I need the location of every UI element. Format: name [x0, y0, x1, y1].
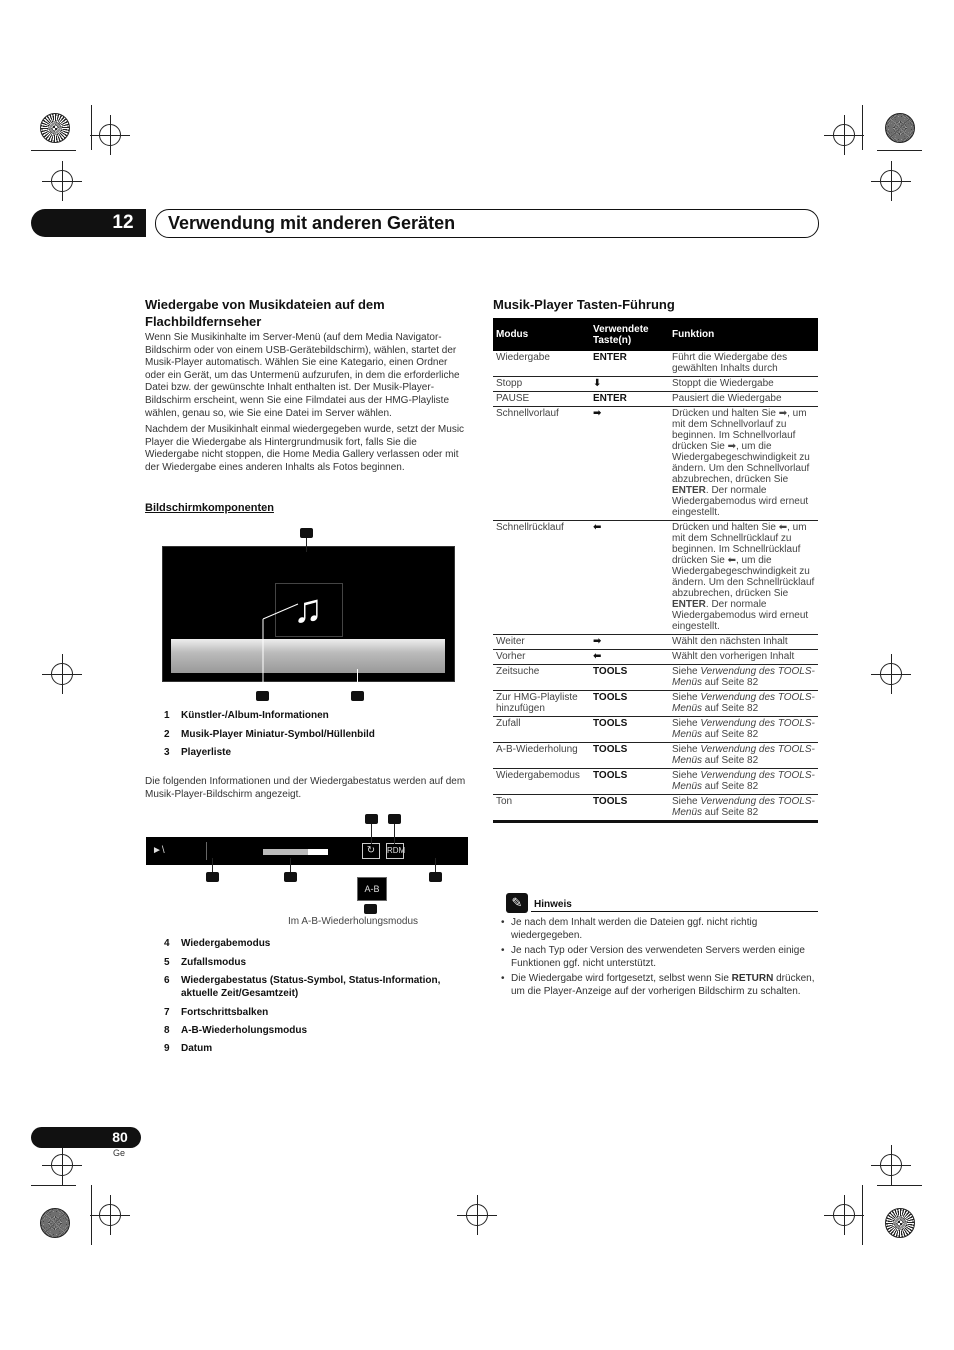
- callout-marker: [300, 528, 313, 538]
- registration-mark-icon: [880, 170, 902, 192]
- component-item: 9 Datum: [164, 1043, 213, 1054]
- random-mode-icon: RDM: [386, 843, 404, 859]
- chapter-number: 12: [112, 212, 134, 233]
- status-bar-diagram: [146, 837, 468, 865]
- table-row: PAUSE ENTER Pausiert die Wiedergabe: [493, 392, 818, 407]
- language-code: Ge: [113, 1148, 126, 1158]
- registration-rosette-icon: [40, 1208, 70, 1238]
- chapter-title: Verwendung mit anderen Geräten: [168, 213, 456, 233]
- registration-mark-icon: [833, 1204, 855, 1226]
- table-row: Zur HMG-Playliste hinzufügen TOOLS Siehe Verwendung des TOOLS-Menüs auf Seite 82: [493, 691, 818, 717]
- registration-mark-icon: [51, 663, 73, 685]
- table-row: Zufall TOOLS Siehe Verwendung des TOOLS-Menüs auf Seite 82: [493, 717, 818, 743]
- registration-rosette-icon: [885, 1208, 915, 1238]
- callout-marker: [284, 872, 297, 882]
- component-item: 6 Wiedergabestatus (Status-Symbol, Status-Information, aktuelle Zeit/Gesamtzeit): [164, 975, 441, 999]
- hint-list: [501, 917, 818, 1002]
- component-item: 7 Fortschrittsbalken: [164, 1007, 269, 1018]
- hint-item: • Je nach dem Inhalt werden die Dateien ggf. nicht richtig wiedergegeben.: [501, 917, 818, 942]
- registration-rosette-icon: [885, 113, 915, 143]
- components-subheading: Bildschirmkomponenten: [145, 502, 274, 514]
- registration-rosette-icon: [40, 113, 70, 143]
- component-item: 3 Playerliste: [164, 747, 232, 758]
- callout-marker: [351, 691, 364, 701]
- callout-marker: [388, 814, 401, 824]
- playlist-bar: [171, 639, 445, 673]
- callout-marker: [429, 872, 442, 882]
- table-row: Wiedergabe ENTER Führt die Wiedergabe des gewählten Inhalts durch: [493, 351, 818, 377]
- table-row: Zeitsuche TOOLS Siehe Verwendung des TOOLS-Menüs auf Seite 82: [493, 665, 818, 691]
- pencil-note-icon: ✎: [506, 893, 528, 913]
- table-row: Stopp ⬇ Stoppt die Wiedergabe: [493, 377, 818, 392]
- header-tasten: Verwendete Taste(n): [590, 318, 669, 351]
- page-number: 80: [112, 1129, 128, 1145]
- table-row: Vorher ⬅ Wählt den vorherigen Inhalt: [493, 650, 818, 665]
- music-note-icon: ♫: [293, 587, 323, 631]
- registration-mark-icon: [466, 1204, 488, 1226]
- repeat-mode-icon: ↻: [362, 843, 380, 859]
- table-row: Schnellvorlauf ➡ Drücken und halten Sie ➡, um mit dem Schnellvorlauf zu beginnen. Im Schnellvorlauf drücken Sie ➡, um die Wiedergabegeschwindigkeit zu ändern. Um den Schnellvorlauf abzubrechen, drücken Sie ENTER. Der normale Wiedergabemodus wird erneut eingestellt.: [493, 407, 818, 521]
- header-modus: Modus: [493, 318, 590, 351]
- registration-mark-icon: [51, 1154, 73, 1176]
- callout-leader-lines: [258, 594, 308, 692]
- table-row: Ton TOOLS Siehe Verwendung des TOOLS-Menüs auf Seite 82: [493, 795, 818, 822]
- table-row: Schnellrücklauf ⬅ Drücken und halten Sie ⬅, um mit dem Schnellrücklauf zu beginnen. Im Schnellrücklauf drücken Sie ⬅, um die Wiedergabegeschwindigkeit zu ändern. Um den Schnellrücklauf abzubrechen, drücken Sie ENTER. Der normale Wiedergabemodus wird erneut eingestellt.: [493, 521, 818, 635]
- background-music-paragraph: Nachdem der Musikinhalt einmal wiedergegeben wurde, setzt der Music Player die Wiedergabe als Hintergrundmusik fort, falls Sie die Wiedergabe nicht stoppen, die Home Media Gallery verlassen oder mit der Wiedergabe eines anderen Inhalts als Fotos beginnen.: [145, 424, 465, 473]
- ab-repeat-indicator: A-B: [357, 877, 387, 901]
- registration-mark-icon: [99, 124, 121, 146]
- play-status-icon: ►\: [152, 845, 165, 856]
- hint-title: Hinweis: [534, 899, 572, 910]
- registration-mark-icon: [880, 663, 902, 685]
- intro-paragraph: Wenn Sie Musikinhalte im Server-Menü (auf dem Media Navigator-Bildschirm oder von einem USB-Gerätebildschirm), wählen, startet der Musik-Player automatisch. Wählen Sie eine Kategario, einen Ordner oder ein Gerät, um das Untermenü aufzurufen, in dem die erforderliche Datei bzw. der gewünschte Inhalt enthalten ist. Der Musik-Player-Bildschirm erscheint, wenn Sie eine Filmdatei aus der HMG-Playliste wählen, genau so, wie Sie eine Datei im Server wählen.: [145, 332, 460, 419]
- table-heading: Musik-Player Tasten-Führung: [493, 297, 675, 312]
- table-row: Weiter ➡ Wählt den nächsten Inhalt: [493, 635, 818, 650]
- callout-marker: [365, 814, 378, 824]
- component-item: 4 Wiedergabemodus: [164, 938, 271, 949]
- registration-mark-icon: [833, 124, 855, 146]
- status-info-paragraph: Die folgenden Informationen und der Wiedergabestatus werden auf dem Musik-Player-Bildschirm angezeigt.: [145, 776, 466, 800]
- callout-marker: [364, 904, 377, 914]
- callout-marker: [206, 872, 219, 882]
- table-row: A-B-Wiederholung TOOLS Siehe Verwendung des TOOLS-Menüs auf Seite 82: [493, 743, 818, 769]
- callout-marker: [256, 691, 269, 701]
- registration-mark-icon: [880, 1154, 902, 1176]
- section-heading: Wiedergabe von Musikdateien auf dem Flachbildfernseher: [145, 297, 385, 329]
- hint-divider: [531, 911, 818, 912]
- left-column: [145, 296, 470, 475]
- hint-item: • Die Wiedergabe wird fortgesetzt, selbst wenn Sie RETURN drücken, um die Player-Anzeige auf der vorherigen Bildschirm zu schalten.: [501, 973, 818, 998]
- button-guide-table: [493, 318, 818, 823]
- music-player-screen-diagram: [162, 546, 455, 682]
- registration-mark-icon: [51, 170, 73, 192]
- header-funktion: Funktion: [669, 318, 818, 351]
- registration-mark-icon: [99, 1204, 121, 1226]
- component-item: 5 Zufallsmodus: [164, 957, 247, 968]
- component-item: 8 A-B-Wiederholungsmodus: [164, 1025, 308, 1036]
- ab-caption: Im A-B-Wiederholungsmodus: [288, 916, 419, 927]
- hint-item: • Je nach Typ oder Version des verwendeten Servers werden einige Funktionen ggf. nicht unterstützt.: [501, 945, 818, 970]
- component-item: 2 Musik-Player Miniatur-Symbol/Hüllenbild: [164, 729, 375, 740]
- component-item: 1 Künstler-/Album-Informationen: [164, 710, 329, 721]
- table-header-row: [493, 318, 818, 351]
- table-row: Wiedergabemodus TOOLS Siehe Verwendung des TOOLS-Menüs auf Seite 82: [493, 769, 818, 795]
